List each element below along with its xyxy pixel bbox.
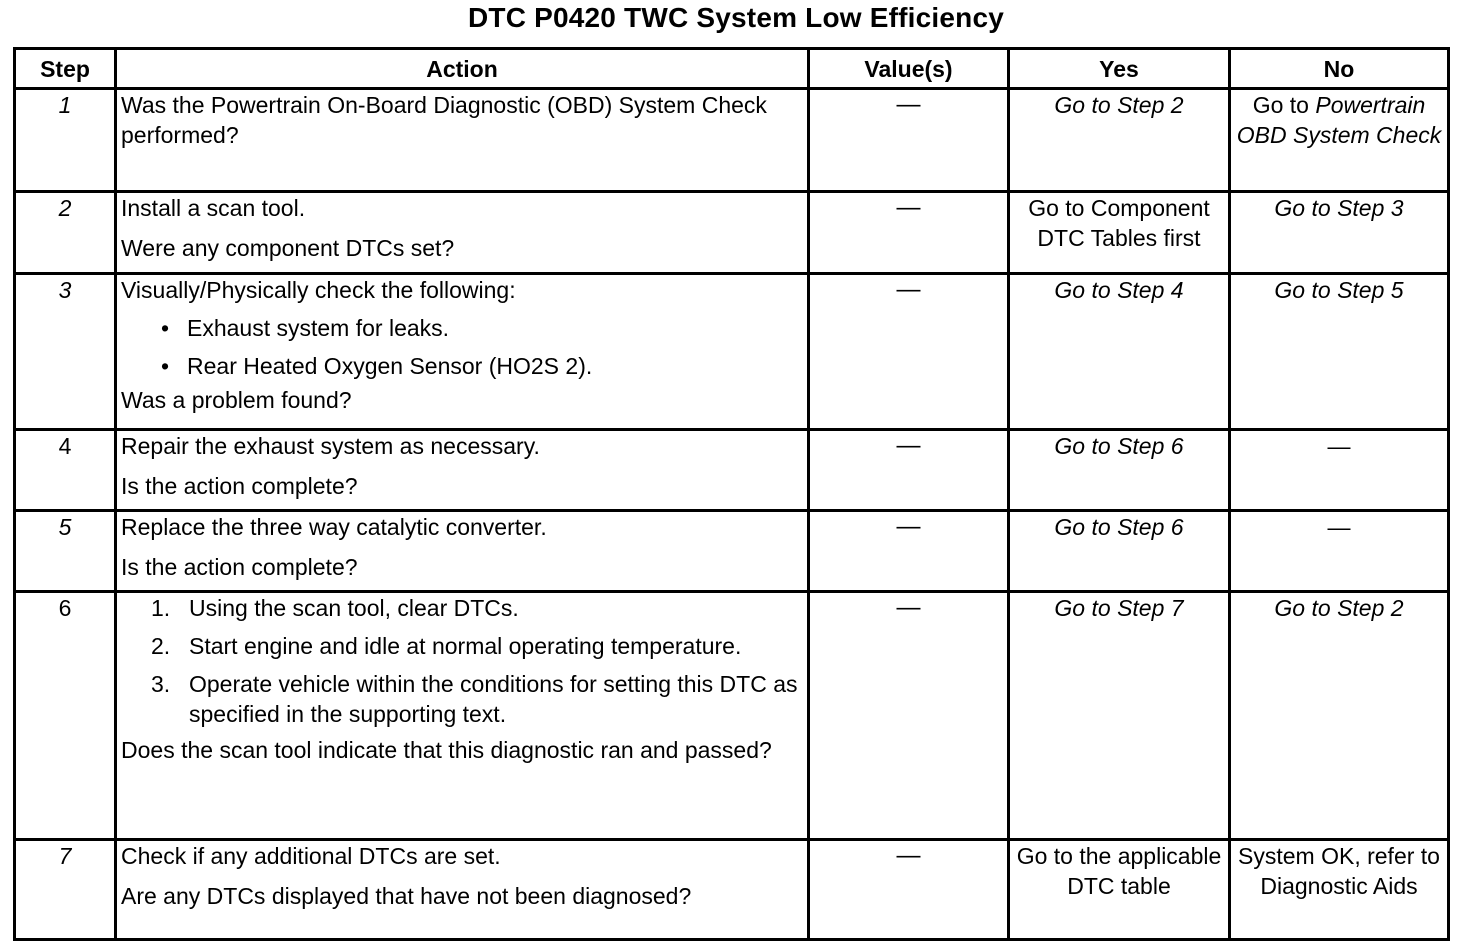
action-cell [116,274,809,430]
step-number: 3 [15,274,116,430]
no-cell: — [1230,430,1449,511]
table-row [15,89,1449,192]
step-number: 1 [15,89,116,192]
item-text: Using the scan tool, clear DTCs. [189,595,519,621]
step-number: 4 [15,430,116,511]
step-number: 7 [15,840,116,940]
action-text: Repair the exhaust system as necessary. [121,433,540,459]
action-cell [116,89,809,192]
table-row [15,592,1449,840]
no-cell: Go to Step 5 [1230,274,1449,430]
action-text: Install a scan tool. [121,195,306,221]
yes-cell: Go to Step 2 [1009,89,1230,192]
yes-cell: Go to the applicable DTC table [1009,840,1230,940]
header-action: Action [116,49,809,89]
item-text: Operate vehicle within the conditions for setting this DTC as specified in the supporting text. [189,671,798,727]
value-cell: — [809,511,1009,592]
value-cell: — [809,592,1009,840]
table-row [15,274,1449,430]
value-cell: — [809,274,1009,430]
item-number: 3. [151,671,171,697]
value-cell: — [809,430,1009,511]
table-row [15,840,1449,940]
action-cell [116,430,809,511]
header-step: Step [15,49,116,89]
table-row [15,192,1449,274]
item-text: Start engine and idle at normal operating temperature. [189,633,742,659]
action-question: Does the scan tool indicate that this diagnostic ran and passed? [121,737,772,763]
header-values: Value(s) [809,49,1009,89]
no-prefix: Go to [1252,92,1316,118]
bullet-item [121,313,803,343]
header-row [15,49,1449,89]
numbered-item [121,593,803,623]
yes-cell: Go to Step 4 [1009,274,1230,430]
no-cell [1230,89,1449,192]
bullet-icon: • [161,353,170,379]
table-row [15,430,1449,511]
action-question: Is the action complete? [121,554,358,580]
action-question: Are any DTCs displayed that have not been diagnosed? [121,883,692,909]
no-cell: System OK, refer to Diagnostic Aids [1230,840,1449,940]
item-number: 2. [151,633,171,659]
action-text: Visually/Physically check the following: [121,277,516,303]
action-text: Replace the three way catalytic converter. [121,514,547,540]
action-text: Was the Powertrain On-Board Diagnostic (OBD) System Check performed? [121,92,767,148]
no-cell: Go to Step 3 [1230,192,1449,274]
yes-cell: Go to Step 6 [1009,430,1230,511]
table-row [15,511,1449,592]
item-number: 1. [151,595,171,621]
page-title: DTC P0420 TWC System Low Efficiency [467,2,1005,33]
yes-cell: Go to Component DTC Tables first [1009,192,1230,274]
step-number: 2 [15,192,116,274]
yes-cell: Go to Step 6 [1009,511,1230,592]
yes-cell: Go to Step 7 [1009,592,1230,840]
action-cell [116,511,809,592]
bullet-text: Rear Heated Oxygen Sensor (HO2S 2). [187,353,593,379]
action-cell [116,192,809,274]
action-cell [116,592,809,840]
numbered-item [121,669,803,729]
value-cell: — [809,89,1009,192]
action-question: Is the action complete? [121,473,358,499]
step-number: 6 [15,592,116,840]
action-cell [116,840,809,940]
diagnostic-table [13,47,1450,941]
action-question: Were any component DTCs set? [121,235,455,261]
bullet-icon: • [161,315,170,341]
bullet-item [121,351,803,381]
header-yes: Yes [1009,49,1230,89]
no-cell: — [1230,511,1449,592]
numbered-item [121,631,803,661]
header-no: No [1230,49,1449,89]
bullet-text: Exhaust system for leaks. [187,315,450,341]
no-cell: Go to Step 2 [1230,592,1449,840]
action-text: Check if any additional DTCs are set. [121,843,501,869]
action-question: Was a problem found? [121,387,352,413]
value-cell: — [809,192,1009,274]
no-link: Powertrain OBD System Check [1236,92,1442,148]
step-number: 5 [15,511,116,592]
value-cell: — [809,840,1009,940]
